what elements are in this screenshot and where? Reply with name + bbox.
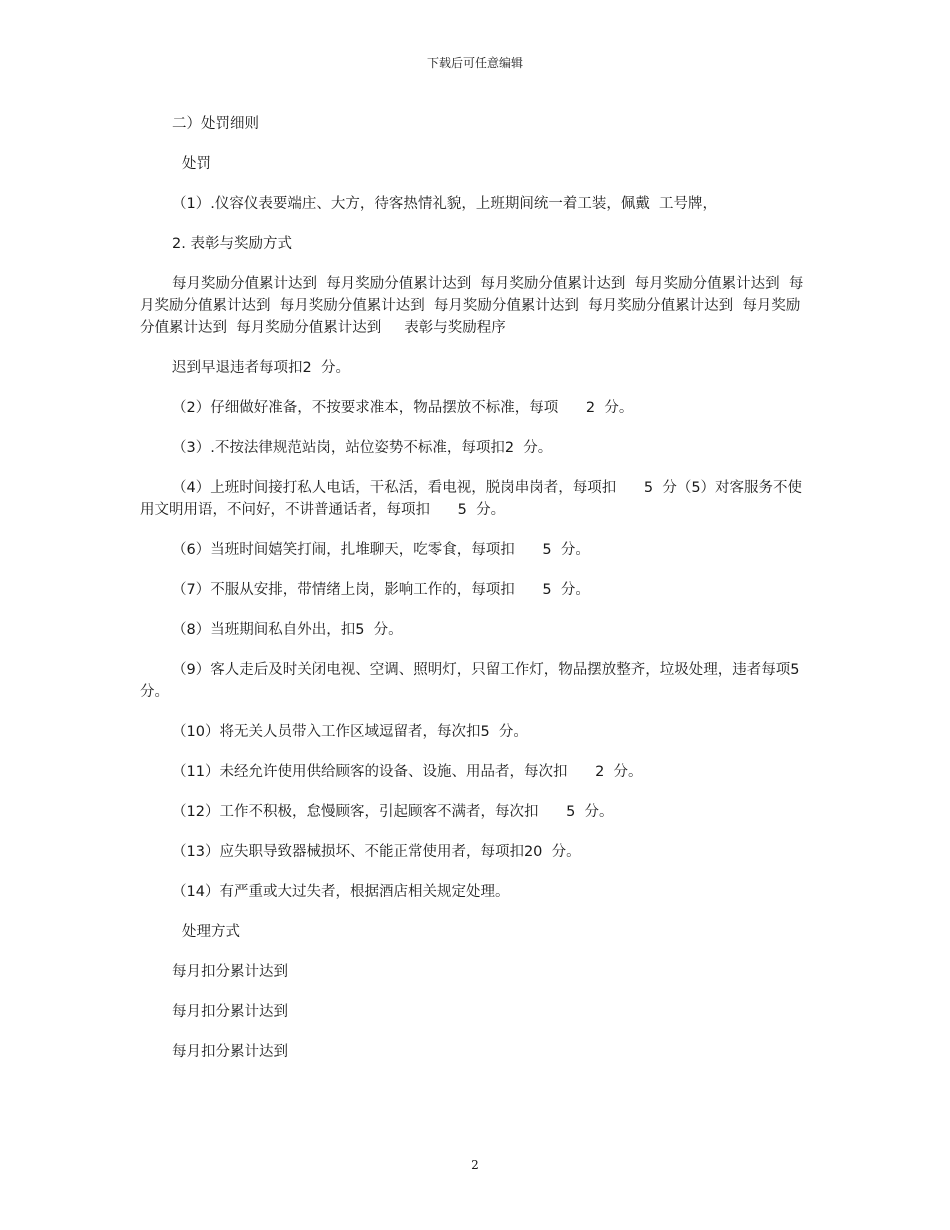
document-body [140,113,810,1081]
section-heading-penalty-details: 二）处罚细则 [172,116,259,132]
rule-item-2: （2）仔细做好准备，不按要求准本，物品摆放不标准，每项 2 分。 [172,400,634,416]
late-early-rule: 迟到早退违者每项扣2 分。 [172,360,350,376]
rule-item-14: （14）有严重或大过失者，根据酒店相关规定处理。 [172,884,510,900]
subheading-handling-method: 处理方式 [182,924,240,940]
rule-item-1: （1）.仪容仪表要端庄、大方，待客热情礼貌，上班期间统一着工装，佩戴 工号牌， [172,196,718,212]
page-header: 下载后可任意编辑 [426,56,523,70]
rule-item-12: （12）工作不积极，怠慢顾客，引起顾客不满者，每次扣 5 分。 [172,804,614,820]
deduction-threshold-2: 每月扣分累计达到 [172,1004,288,1020]
rule-item-11: （11）未经允许使用供给顾客的设备、设施、用品者，每次扣 2 分。 [172,764,643,780]
rule-item-3: （3）.不按法律规范站岗，站位姿势不标准，每项扣2 分。 [172,440,553,456]
deduction-threshold-3: 每月扣分累计达到 [172,1044,288,1060]
deduction-threshold-1: 每月扣分累计达到 [172,964,288,980]
rule-item-4-5: （4）上班时间接打私人电话，干私活，看电视，脱岗串岗者，每项扣 5 分（5）对客服务不使用文明用语，不问好，不讲普通话者，每项扣 5 分。 [140,480,803,518]
rule-item-8: （8）当班期间私自外出，扣5 分。 [172,622,403,638]
page-number: 2 [471,1158,479,1172]
rule-item-7: （7）不服从安排，带情绪上岗，影响工作的，每项扣 5 分。 [172,582,590,598]
section-heading-reward-method: 2. 表彰与奖励方式 [172,236,292,252]
subheading-penalty: 处罚 [182,156,211,172]
rule-item-9: （9）客人走后及时关闭电视、空调、照明灯，只留工作灯，物品摆放整齐，垃圾处理，违者每项5 分。 [140,662,809,700]
rule-item-6: （6）当班时间嬉笑打闹，扎堆聊天，吃零食，每项扣 5 分。 [172,542,590,558]
rule-item-10: （10）将无关人员带入工作区域逗留者，每次扣5 分。 [172,724,528,740]
reward-threshold-paragraph: 每月奖励分值累计达到 每月奖励分值累计达到 每月奖励分值累计达到 每月奖励分值累计达到 每月奖励分值累计达到 每月奖励分值累计达到 每月奖励分值累计达到 每月奖励分值累计达到 每月奖励分值累计达到 每月奖励分值累计达到 表彰与奖励程序 [140,276,804,336]
rule-item-13: （13）应失职导致器械损坏、不能正常使用者，每项扣20 分。 [172,844,581,860]
